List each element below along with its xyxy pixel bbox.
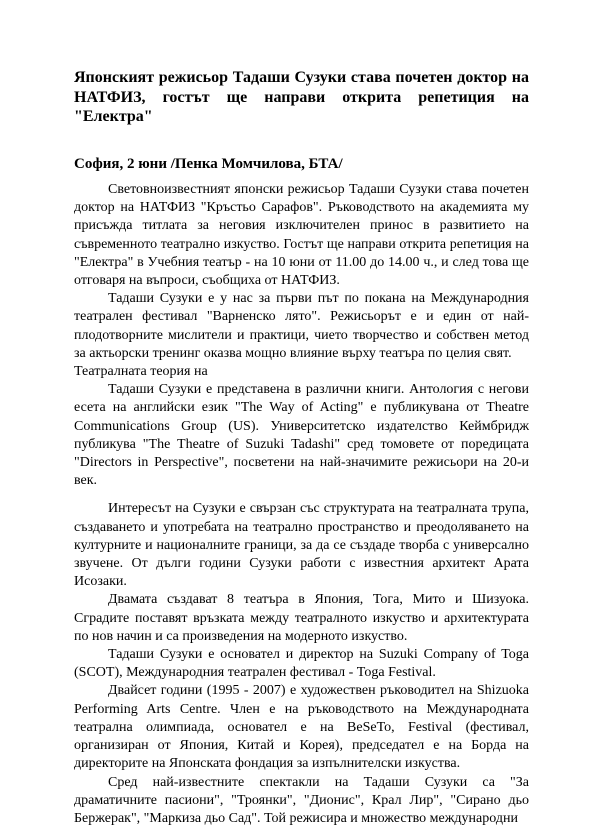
paragraph: Театралната теория на [74,363,529,381]
paragraph: Двайсет години (1995 - 2007) е художествен ръководител на Shizuoka Performing Arts Centre. Член е на ръководството на Международната театрална олимпиада, основател е на BeSeTo, Festival (фестивал, организиран от Япония, Китай и Корея), председател е на Борда на директорите на Японската фондация за изпълнителски изкуства. [74,682,529,773]
article-body [74,181,529,828]
paragraph: Тадаши Сузуки е представена в различни книги. Антология с негови есета на английски език "The Way of Acting" е публикувана от Theatre Communications Group (US). Университетско издателство Кеймбридж публикува "The Theatre of Suzuki Tadashi" сред томовете от поредицата "Directors in Perspective", посветени на най-значимите режисьори на 20-и век. [74,381,529,490]
article [74,68,529,127]
paragraph: Световноизвестният японски режисьор Тадаши Сузуки става почетен доктор на НАТФИЗ "Кръстьо Сарафов". Ръководството на академията му присъжда титлата за неговия изключителен принос в развитието на съвременното театрално изкуство. Гостът ще направи открита репетиция на "Електра" в Учебния театър - на 10 юни от 11.00 до 14.00 ч., и след това ще отговаря на въпроси, съобщиха от НАТФИЗ. [74,181,529,290]
paragraph: Двамата създават 8 театъра в Япония, Тога, Мито и Шизуока. Сградите поставят връзката между театралното изкуство и архитектурата по нов начин и са произведения на модерното изкуство. [74,591,529,646]
paragraph: Сред най-известните спектакли на Тадаши Сузуки са "За драматичните пасиони", "Троянки", "Дионис", Крал Лир", "Сирано дьо Бержерак", "Маркиза дьо Сад". Той режисира и множество международни [74,774,529,828]
paragraph: Тадаши Сузуки е у нас за първи път по покана на Международния театрален фестивал "Варненско лято". Режисьорът е и един от най-плодотворните мислители и практици, чието творчество и собствен метод за актьорски тренинг оказва мощно влияние върху театъра по целия свят. [74,290,529,363]
paragraph: Тадаши Сузуки е основател и директор на Suzuki Company of Toga (SCOT), Международния театрален фестивал - Toga Festival. [74,646,529,682]
paragraph: Интересът на Сузуки е свързан със структурата на театралната трупа, създаването и употребата на театрално пространство и преодоляването на културните и националните граници, за да се създаде творба с универсално звучене. От дълги години Сузуки работи с известния архитект Арата Исозаки. [74,500,529,591]
article-byline: София, 2 юни /Пенка Момчилова, БТА/ [74,155,343,173]
article-title: Японският режисьор Тадаши Сузуки става почетен доктор на НАТФИЗ, гостът ще направи открита репетиция на "Електра" [74,68,529,127]
